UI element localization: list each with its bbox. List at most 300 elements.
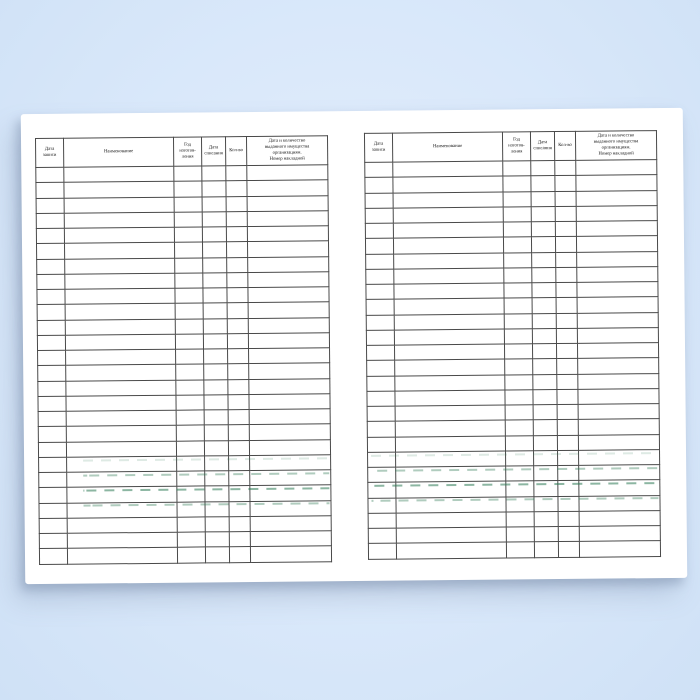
empty-cell [39, 533, 67, 549]
empty-cell [396, 497, 506, 513]
empty-cell [39, 518, 67, 534]
empty-cell [175, 273, 203, 289]
empty-cell [37, 335, 65, 351]
empty-cell [204, 394, 228, 409]
empty-cell [577, 266, 658, 282]
empty-cell [577, 327, 658, 343]
empty-cell [503, 176, 531, 192]
empty-cell [365, 238, 393, 254]
empty-cell [393, 161, 503, 177]
empty-cell [175, 288, 203, 304]
empty-cell [249, 424, 330, 440]
empty-cell [531, 206, 555, 221]
empty-cell [205, 455, 229, 470]
column-header-1: Дата записи [35, 138, 63, 167]
empty-cell [393, 222, 503, 238]
empty-cell [229, 532, 250, 547]
empty-cell [368, 467, 396, 483]
empty-cell [534, 496, 558, 511]
empty-cell [38, 427, 66, 443]
empty-cell [36, 228, 64, 244]
empty-cell [556, 328, 577, 343]
left-page [35, 135, 331, 564]
empty-cell [64, 181, 174, 197]
empty-cell [396, 527, 506, 543]
ledger-table-right [364, 130, 661, 559]
empty-cell [248, 302, 329, 318]
empty-cell [202, 166, 226, 181]
empty-cell [177, 547, 205, 563]
empty-cell [249, 348, 330, 364]
empty-cell [395, 405, 505, 421]
empty-cell [203, 318, 227, 333]
empty-cell [203, 288, 227, 303]
empty-cell [176, 440, 204, 456]
empty-cell [367, 406, 395, 422]
empty-cell [393, 192, 503, 208]
empty-cell [37, 305, 65, 321]
empty-cell [504, 344, 532, 360]
empty-cell [555, 206, 576, 221]
empty-cell [175, 303, 203, 319]
empty-cell [394, 283, 504, 299]
empty-cell [226, 196, 247, 211]
column-header-4: Дата списания [201, 137, 225, 166]
column-header-3: Год изготов- ления [173, 137, 201, 166]
empty-cell [365, 208, 393, 224]
empty-cell [504, 268, 532, 284]
empty-cell [579, 480, 660, 496]
empty-cell [366, 345, 394, 361]
empty-cell [66, 349, 176, 365]
empty-cell [176, 425, 204, 441]
empty-cell [176, 349, 204, 365]
empty-cell [366, 299, 394, 315]
empty-cell [504, 252, 532, 268]
empty-cell [66, 380, 176, 396]
empty-cell [503, 191, 531, 207]
empty-cell [202, 211, 226, 226]
empty-cell [576, 221, 657, 237]
empty-cell [250, 454, 331, 470]
empty-cell [505, 359, 533, 375]
empty-cell [249, 409, 330, 425]
empty-cell [203, 272, 227, 287]
empty-cell [37, 259, 65, 275]
empty-cell [579, 526, 660, 542]
ledger-table-left [35, 135, 332, 564]
empty-cell [558, 465, 579, 480]
empty-cell [533, 359, 557, 374]
empty-cell [228, 364, 249, 379]
empty-cell [365, 193, 393, 209]
empty-cell [205, 532, 229, 547]
empty-cell [396, 466, 506, 482]
empty-cell [202, 227, 226, 242]
empty-cell [532, 298, 556, 313]
empty-cell [65, 319, 175, 335]
empty-cell [532, 283, 556, 298]
empty-cell [67, 517, 177, 533]
empty-cell [65, 334, 175, 350]
empty-cell [579, 449, 660, 465]
empty-cell [174, 196, 202, 212]
empty-cell [229, 471, 250, 486]
empty-cell [393, 176, 503, 192]
empty-cell [366, 269, 394, 285]
empty-cell [396, 512, 506, 528]
empty-cell [175, 257, 203, 273]
empty-cell [534, 542, 558, 557]
empty-row [39, 546, 331, 564]
empty-cell [37, 274, 65, 290]
empty-cell [228, 440, 249, 455]
empty-cell [576, 236, 657, 252]
empty-cell [204, 364, 228, 379]
empty-cell [226, 242, 247, 257]
empty-cell [558, 526, 579, 541]
empty-cell [558, 511, 579, 526]
empty-cell [555, 237, 576, 252]
empty-cell [576, 160, 657, 176]
empty-cell [39, 549, 67, 565]
empty-cell [368, 528, 396, 544]
empty-cell [174, 212, 202, 228]
empty-cell [576, 205, 657, 221]
empty-cell [578, 373, 659, 389]
column-header-2: Наименование [392, 132, 502, 162]
empty-cell [393, 207, 503, 223]
empty-cell [576, 190, 657, 206]
empty-cell [229, 516, 250, 531]
empty-cell [228, 425, 249, 440]
empty-cell [250, 546, 331, 562]
empty-cell [531, 222, 555, 237]
empty-cell [578, 388, 659, 404]
empty-cell [174, 242, 202, 258]
empty-cell [38, 442, 66, 458]
empty-cell [558, 481, 579, 496]
empty-cell [228, 349, 249, 364]
empty-cell [577, 343, 658, 359]
empty-cell [229, 501, 250, 516]
empty-cell [204, 349, 228, 364]
empty-cell [365, 177, 393, 193]
empty-cell [36, 213, 64, 229]
empty-cell [367, 391, 395, 407]
empty-cell [38, 381, 66, 397]
empty-cell [555, 221, 576, 236]
empty-cell [250, 531, 331, 547]
empty-cell [506, 527, 534, 543]
empty-cell [176, 364, 204, 380]
header-row [35, 136, 327, 168]
empty-cell [532, 252, 556, 267]
empty-cell [534, 511, 558, 526]
empty-cell [576, 175, 657, 191]
empty-cell [504, 329, 532, 345]
empty-cell [205, 486, 229, 501]
empty-cell [504, 298, 532, 314]
empty-cell [557, 359, 578, 374]
empty-cell [39, 457, 67, 473]
empty-cell [394, 298, 504, 314]
empty-cell [533, 420, 557, 435]
empty-cell [228, 410, 249, 425]
empty-cell [557, 389, 578, 404]
empty-cell [394, 268, 504, 284]
empty-cell [395, 375, 505, 391]
empty-cell [202, 196, 226, 211]
empty-cell [505, 405, 533, 421]
empty-cell [202, 242, 226, 257]
empty-cell [204, 425, 228, 440]
empty-cell [39, 488, 67, 504]
empty-cell [556, 252, 577, 267]
empty-cell [504, 283, 532, 299]
empty-cell [174, 181, 202, 197]
empty-cell [227, 257, 248, 272]
empty-cell [506, 542, 534, 558]
empty-cell [247, 210, 328, 226]
empty-cell [250, 515, 331, 531]
empty-cell [531, 176, 555, 191]
empty-cell [396, 542, 506, 558]
empty-cell [65, 242, 175, 258]
empty-cell [205, 516, 229, 531]
empty-cell [229, 486, 250, 501]
empty-cell [558, 542, 579, 557]
empty-cell [534, 466, 558, 481]
empty-cell [174, 166, 202, 182]
empty-cell [394, 329, 504, 345]
empty-cell [175, 334, 203, 350]
empty-cell [579, 465, 660, 481]
empty-cell [579, 541, 660, 557]
empty-cell [64, 166, 174, 182]
empty-cell [555, 191, 576, 206]
empty-cell [67, 486, 177, 502]
empty-cell [578, 434, 659, 450]
empty-cell [38, 366, 66, 382]
empty-cell [579, 495, 660, 511]
empty-cell [65, 258, 175, 274]
empty-cell [556, 298, 577, 313]
empty-cell [366, 254, 394, 270]
empty-cell [558, 496, 579, 511]
empty-cell [66, 410, 176, 426]
empty-cell [577, 297, 658, 313]
empty-cell [39, 503, 67, 519]
empty-cell [503, 207, 531, 223]
empty-cell [533, 435, 557, 450]
empty-cell [228, 394, 249, 409]
empty-cell [532, 313, 556, 328]
column-header-4: Дата списания [530, 132, 554, 161]
empty-cell [368, 452, 396, 468]
empty-cell [226, 181, 247, 196]
empty-cell [249, 393, 330, 409]
empty-cell [205, 547, 229, 562]
empty-cell [504, 313, 532, 329]
empty-cell [205, 471, 229, 486]
right-page [364, 130, 660, 559]
empty-cell [505, 390, 533, 406]
empty-cell [247, 180, 328, 196]
empty-cell [533, 374, 557, 389]
empty-cell [66, 395, 176, 411]
empty-cell [367, 437, 395, 453]
empty-cell [38, 411, 66, 427]
empty-cell [177, 532, 205, 548]
empty-cell [368, 482, 396, 498]
empty-cell [532, 267, 556, 282]
empty-cell [204, 440, 228, 455]
empty-cell [532, 328, 556, 343]
empty-cell [395, 436, 505, 452]
empty-cell [202, 181, 226, 196]
empty-cell [533, 405, 557, 420]
empty-cell [248, 256, 329, 272]
empty-cell [250, 485, 331, 501]
empty-cell [555, 160, 576, 175]
empty-cell [65, 273, 175, 289]
empty-cell [227, 303, 248, 318]
column-header-2: Наименование [63, 137, 173, 167]
empty-cell [203, 333, 227, 348]
empty-cell [227, 333, 248, 348]
empty-cell [176, 379, 204, 395]
empty-cell [64, 197, 174, 213]
empty-cell [226, 227, 247, 242]
empty-cell [368, 543, 396, 559]
empty-cell [203, 257, 227, 272]
empty-cell [64, 227, 174, 243]
empty-cell [396, 451, 506, 467]
empty-cell [394, 344, 504, 360]
empty-cell [177, 456, 205, 472]
empty-cell [506, 496, 534, 512]
empty-cell [177, 471, 205, 487]
empty-cell [38, 396, 66, 412]
empty-cell [367, 360, 395, 376]
column-header-6: Дата и количество выданного имущества организациям. Номер накладной [246, 136, 327, 166]
column-header-6: Дата и количество выданного имущества организациям. Номер накладной [575, 131, 656, 161]
empty-cell [556, 313, 577, 328]
empty-cell [248, 287, 329, 303]
empty-cell [39, 472, 67, 488]
empty-cell [558, 450, 579, 465]
empty-cell [227, 318, 248, 333]
empty-cell [577, 282, 658, 298]
empty-cell [393, 237, 503, 253]
empty-cell [249, 378, 330, 394]
empty-cell [555, 176, 576, 191]
empty-cell [557, 420, 578, 435]
empty-cell [365, 162, 393, 178]
empty-cell [557, 435, 578, 450]
empty-cell [204, 379, 228, 394]
empty-cell [506, 512, 534, 528]
empty-cell [37, 244, 65, 260]
empty-cell [365, 223, 393, 239]
empty-cell [557, 374, 578, 389]
empty-cell [67, 547, 177, 563]
empty-cell [66, 364, 176, 380]
empty-cell [64, 212, 174, 228]
empty-cell [394, 253, 504, 269]
empty-cell [248, 332, 329, 348]
empty-cell [556, 267, 577, 282]
empty-cell [38, 350, 66, 366]
empty-cell [227, 288, 248, 303]
empty-cell [556, 282, 577, 297]
empty-cell [67, 502, 177, 518]
empty-cell [204, 410, 228, 425]
empty-cell [578, 419, 659, 435]
empty-cell [366, 284, 394, 300]
empty-cell [177, 486, 205, 502]
empty-cell [177, 517, 205, 533]
empty-cell [533, 389, 557, 404]
empty-cell [176, 410, 204, 426]
empty-cell [37, 289, 65, 305]
empty-cell [249, 439, 330, 455]
empty-cell [506, 481, 534, 497]
empty-cell [503, 237, 531, 253]
empty-cell [532, 344, 556, 359]
empty-cell [227, 272, 248, 287]
column-header-1: Дата записи [364, 133, 392, 162]
empty-cell [176, 395, 204, 411]
header-row [364, 131, 656, 163]
empty-cell [556, 343, 577, 358]
empty-cell [367, 421, 395, 437]
empty-cell [247, 226, 328, 242]
empty-cell [247, 195, 328, 211]
empty-cell [203, 303, 227, 318]
empty-cell [67, 471, 177, 487]
empty-cell [368, 498, 396, 514]
empty-cell [506, 451, 534, 467]
empty-cell [229, 455, 250, 470]
empty-cell [226, 211, 247, 226]
empty-cell [205, 501, 229, 516]
empty-row [368, 541, 660, 559]
empty-cell [37, 320, 65, 336]
empty-cell [368, 513, 396, 529]
empty-cell [175, 318, 203, 334]
column-header-3: Год изготов- ления [502, 132, 530, 161]
empty-cell [177, 501, 205, 517]
empty-cell [506, 466, 534, 482]
empty-cell [67, 532, 177, 548]
column-header-5: Кол-во [225, 137, 246, 166]
empty-cell [505, 420, 533, 436]
empty-cell [366, 315, 394, 331]
empty-cell [36, 167, 64, 183]
empty-cell [65, 288, 175, 304]
empty-cell [247, 241, 328, 257]
empty-cell [579, 510, 660, 526]
empty-cell [578, 404, 659, 420]
empty-cell [578, 358, 659, 374]
empty-cell [65, 303, 175, 319]
empty-cell [396, 481, 506, 497]
empty-cell [250, 470, 331, 486]
empty-cell [534, 481, 558, 496]
empty-cell [174, 227, 202, 243]
